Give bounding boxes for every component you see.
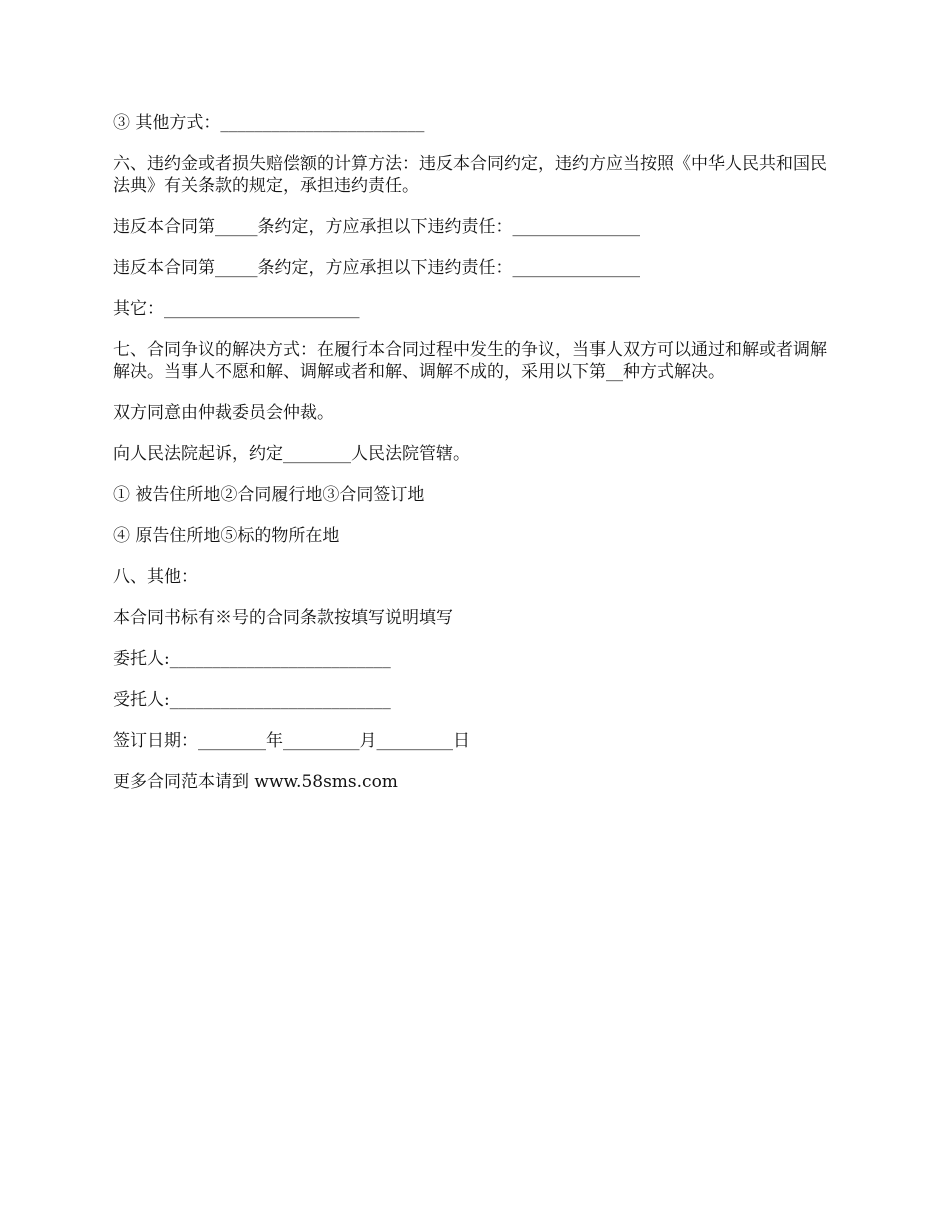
agent-signature-line: 受托人:__________________________ xyxy=(113,690,391,710)
breach-liability-line-1: 违反本合同第_____条约定，方应承担以下违约责任：_______________ xyxy=(113,217,640,237)
principal-signature-line: 委托人:__________________________ xyxy=(113,649,391,669)
clause-six-penalty: 六、违约金或者损失赔偿额的计算方法：违反本合同约定，违约方应当按照《中华人民共和国民法典》有关条款的规定，承担违约责任。 xyxy=(113,154,827,196)
fill-instructions-note: 本合同书标有※号的合同条款按填写说明填写 xyxy=(113,608,453,628)
jurisdiction-options-1: ① 被告住所地②合同履行地③合同签订地 xyxy=(113,485,425,505)
clause-seven-dispute: 七、合同争议的解决方式：在履行本合同过程中发生的争议，当事人双方可以通过和解或者调解解决。当事人不愿和解、调解或者和解、调解不成的，采用以下第__种方式解决。 xyxy=(113,340,827,382)
document-page xyxy=(113,112,841,812)
other-line: 其它：_______________________ xyxy=(113,299,360,319)
clause-eight-other: 八、其他： xyxy=(113,567,198,587)
arbitration-option: 双方同意由仲裁委员会仲裁。 xyxy=(113,403,334,423)
signing-date-line: 签订日期：________年_________月_________日 xyxy=(113,731,470,751)
breach-liability-line-2: 违反本合同第_____条约定，方应承担以下违约责任：_______________ xyxy=(113,258,640,278)
clause-other-method: ③ 其他方式：________________________ xyxy=(113,113,425,133)
jurisdiction-options-2: ④ 原告住所地⑤标的物所在地 xyxy=(113,526,340,546)
more-templates-footer: 更多合同范本请到 www.58sms.com xyxy=(113,772,398,792)
litigation-option: 向人民法院起诉，约定________人民法院管辖。 xyxy=(113,444,470,464)
